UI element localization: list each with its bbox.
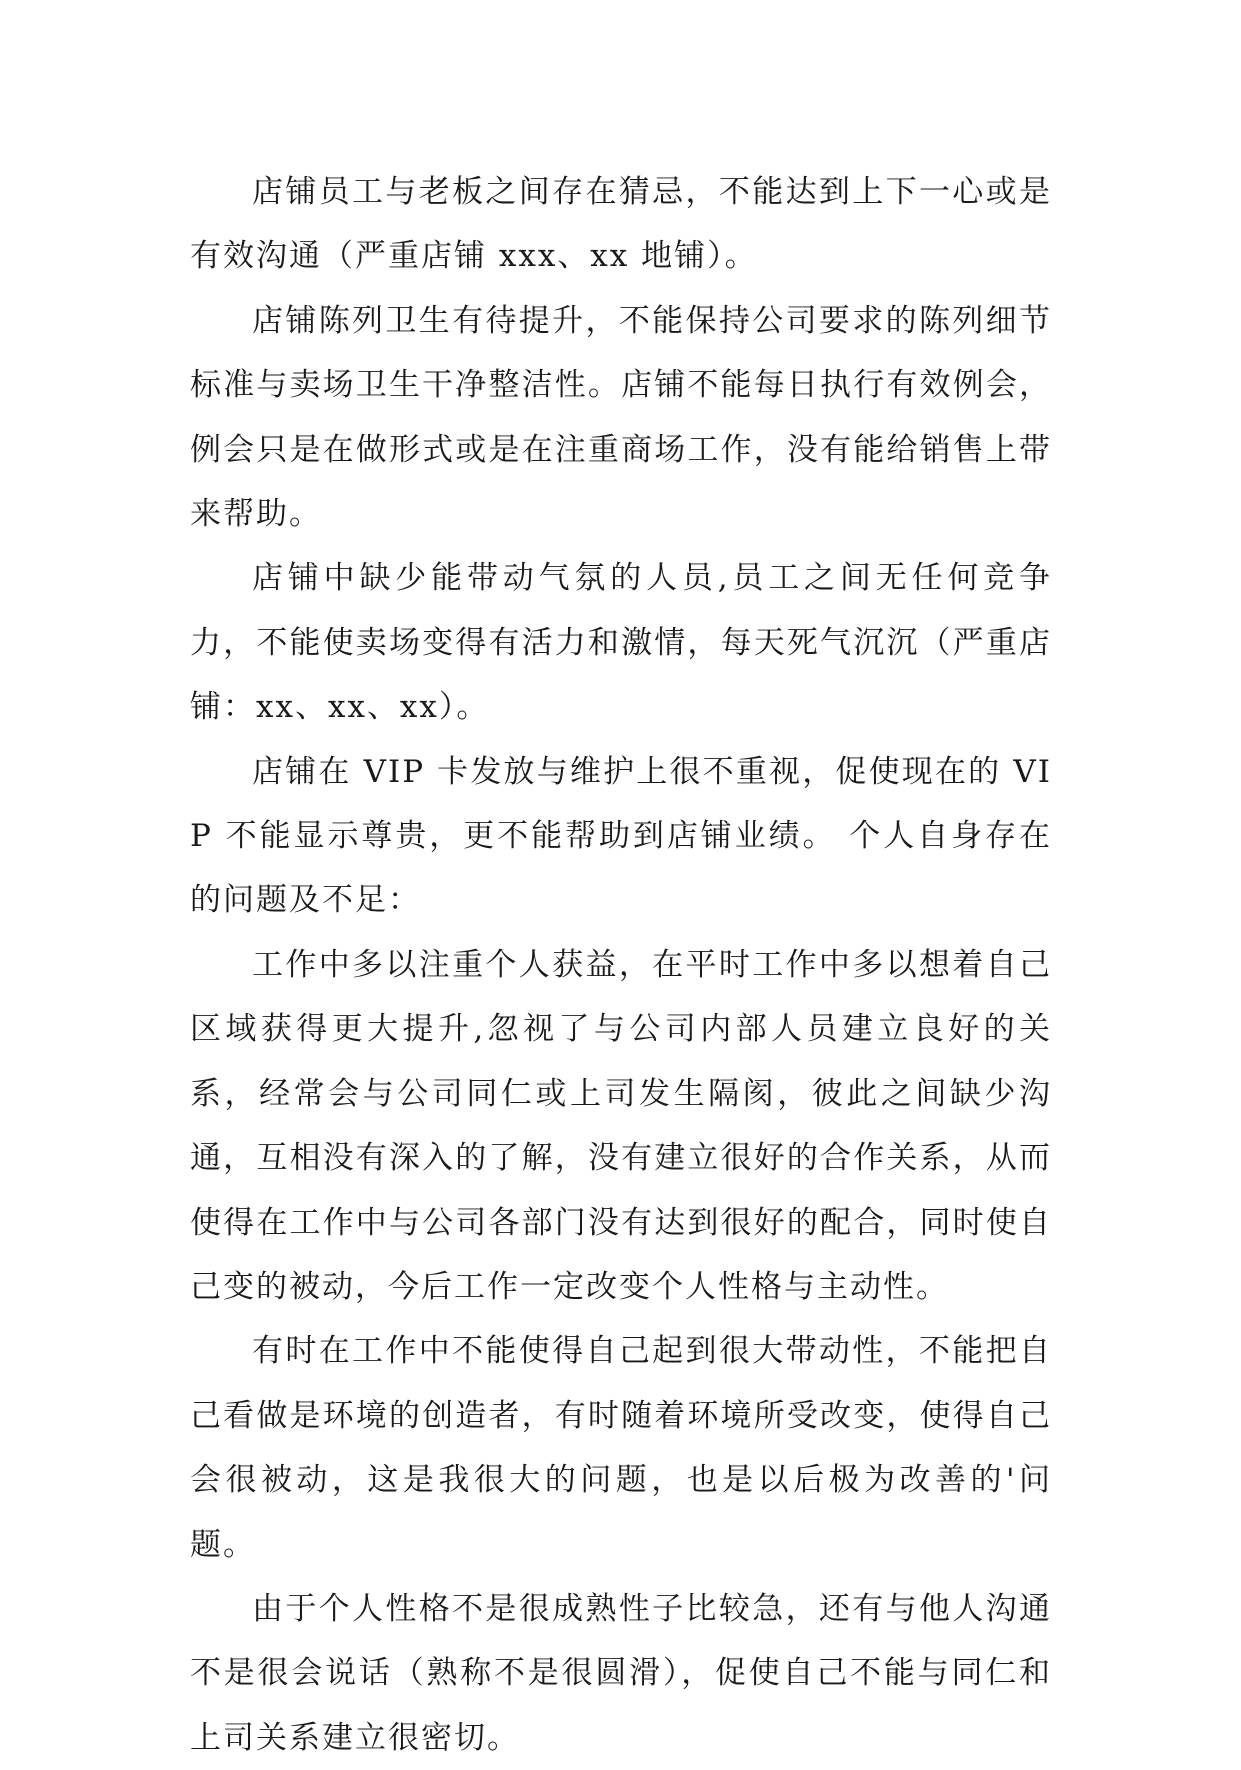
paragraph-vip-card: 店铺在 VIP 卡发放与维护上很不重视，促使现在的 VIP 不能显示尊贵，更不能帮助到店铺业绩。 个人自身存在的问题及不足： [190, 753, 1052, 919]
paragraph-initiative: 有时在工作中不能使得自己起到很大带动性，不能把自己看做是环境的创造者，有时随着环境所受改变，使得自己会很被动，这是我很大的问题，也是以后极为改善的'问题。 [190, 1333, 1052, 1563]
paragraph-display-hygiene: 店铺陈列卫生有待提升，不能保持公司要求的陈列细节标准与卖场卫生干净整洁性。店铺不能每日执行有效例会，例会只是在做形式或是在注重商场工作，没有能给销售上带来帮助。 [190, 302, 1052, 533]
paragraph-store-trust: 店铺员工与老板之间存在猜忌，不能达到上下一心或是有效沟通（严重店铺 xxx、xx 地铺）。 [190, 174, 1052, 275]
paragraph-atmosphere: 店铺中缺少能带动气氛的人员,员工之间无任何竞争力，不能使卖场变得有活力和激情，每天死气沉沉（严重店铺：xx、xx、xx）。 [190, 560, 1052, 726]
document-body [190, 160, 1052, 1770]
paragraph-personal-gain: 工作中多以注重个人获益，在平时工作中多以想着自己区域获得更大提升,忽视了与公司内部人员建立良好的关系，经常会与公司同仁或上司发生隔阂，彼此之间缺少沟通，互相没有深入的了解，没有建立很好的合作关系，从而使得在工作中与公司各部门没有达到很好的配合，同时使自己变的被动，今后工作一定改变个人性格与主动性。 [190, 946, 1052, 1305]
paragraph-personality: 由于个人性格不是很成熟性子比较急，还有与他人沟通不是很会说话（熟称不是很圆滑），促使自己不能与同仁和上司关系建立很密切。 [190, 1590, 1052, 1756]
